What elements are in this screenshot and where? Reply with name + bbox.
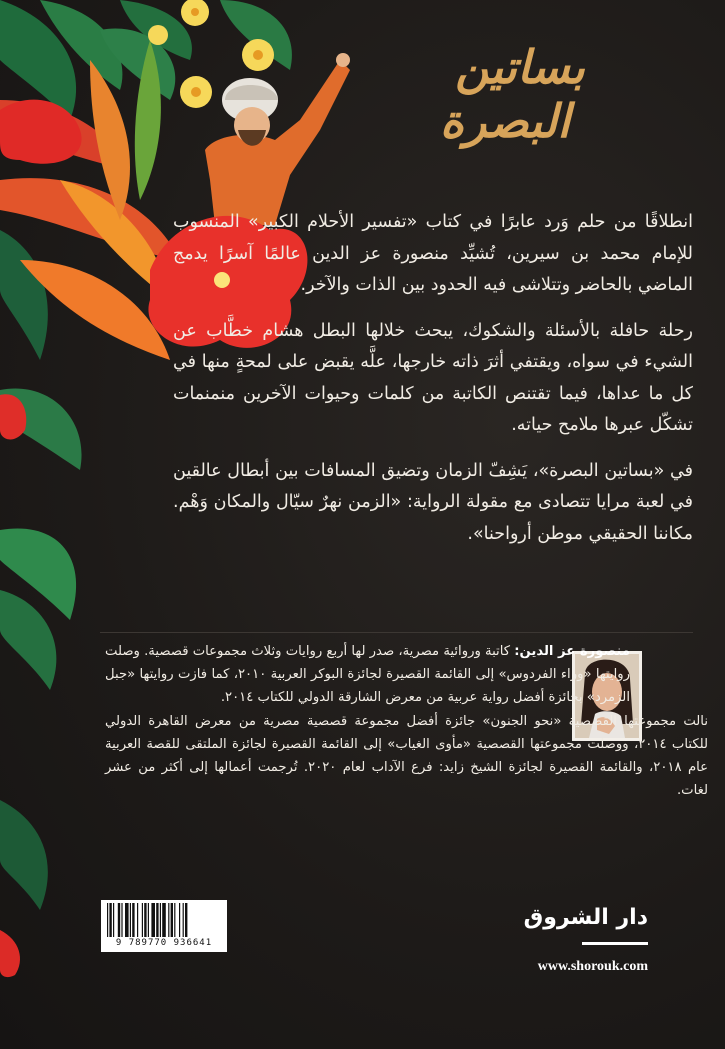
barcode-bar bbox=[156, 903, 158, 937]
barcode-bar bbox=[174, 903, 175, 937]
barcode-bar bbox=[125, 903, 129, 937]
blurb-text bbox=[173, 207, 693, 564]
publisher-logo-line bbox=[582, 942, 648, 945]
barcode-bar bbox=[162, 903, 166, 937]
isbn-barcode bbox=[101, 900, 227, 952]
title-line-1: بساتين bbox=[455, 40, 585, 94]
author-name: منصورة عز الدين: bbox=[514, 644, 631, 659]
blurb-paragraph-2: رحلة حافلة بالأسئلة والشكوك، يبحث خلالها البطل هشام خطَّاب عن الشيء في سواه، ويقتفي أثرَ ذاته خارجها، علَّه يقبض على لمحةٍ منها في كل ما عداها، فيما تقتنص الكاتبة من كلمات وحيوات الآخرين منمنمات تشكّل عبرها ملامح حياته. bbox=[173, 320, 693, 435]
barcode-bar bbox=[137, 903, 138, 937]
barcode-bar bbox=[185, 903, 187, 937]
blurb-paragraph-3: في «بساتين البصرة»، يَشِفّ الزمان وتضيق المسافات بين أبطال عالقين في لعبة مرايا تتصادى مع مقولة الرواية: «الزمن نهرٌ سيّال والمكان وَهْم. مكاننا الحقيقي موطن أرواحنا». bbox=[173, 460, 693, 544]
barcode-bar bbox=[183, 903, 184, 937]
section-divider bbox=[100, 632, 693, 633]
title-line-2: البصرة bbox=[439, 94, 571, 148]
barcode-bar bbox=[168, 903, 169, 937]
barcode-bar bbox=[171, 903, 173, 937]
blurb-paragraph-1: انطلاقًا من حلم وَرد عابرًا في كتاب «تفسير الأحلام الكبير» المنسوب للإمام محمد بن سيرين، تُشيِّد منصورة عز الدين عالمًا آسرًا يدمج الماضي بالحاضر وتتلاشى فيه الحدود بين الذات والآخر. bbox=[173, 212, 693, 295]
author-bio bbox=[105, 640, 708, 802]
publisher-block bbox=[498, 905, 648, 975]
barcode-bar bbox=[130, 903, 131, 937]
isbn-number: 9 789770 936641 bbox=[115, 938, 213, 948]
barcode-bar bbox=[144, 903, 146, 937]
bio-text-1: كاتبة وروائية مصرية، صدر لها أربع روايات وثلاث مجموعات قصصية. وصلت روايتها «وراء الفردوس» إلى القائمة القصيرة لجائزة البوكر العربية ٢٠١٠، كما فازت روايتها «جبل الزمرد» بجائزة أفضل رواية عربية من معرض الشارقة الدولي للكتاب ٢٠١٤. bbox=[105, 644, 630, 706]
barcode-bar bbox=[151, 903, 155, 937]
book-title bbox=[410, 40, 630, 148]
barcode-bar bbox=[160, 903, 161, 937]
publisher-logo bbox=[498, 905, 648, 955]
bio-text-2: نالت مجموعتها القصصية «نحو الجنون» جائزة أفضل مجموعة قصصية مصرية من معرض القاهرة الدولي للكتاب ٢٠١٤، ووصلت مجموعتها القصصية «مأوى الغياب» إلى القائمة القصيرة لجائزة الملتقى للقصة العربية عام ٢٠١٨، والقائمة القصيرة لجائزة الشيخ زايد: فرع الآداب لعام ٢٠٢٠. تُرجمت أعمالها إلى أكثر من عشر لغات. bbox=[105, 713, 708, 799]
barcode-bar bbox=[121, 903, 122, 937]
barcode-bar bbox=[132, 903, 134, 937]
barcode-bar bbox=[179, 903, 180, 937]
barcode-bar bbox=[107, 903, 108, 937]
barcode-bar bbox=[142, 903, 143, 937]
publisher-name: دار الشروق bbox=[523, 905, 648, 930]
barcode-bar bbox=[113, 903, 114, 937]
turbaned-figure-illustration bbox=[205, 53, 350, 225]
barcode-bar bbox=[109, 903, 111, 937]
barcode-bar bbox=[148, 903, 149, 937]
barcode-bar bbox=[118, 903, 120, 937]
publisher-url: www.shorouk.com bbox=[537, 959, 648, 974]
